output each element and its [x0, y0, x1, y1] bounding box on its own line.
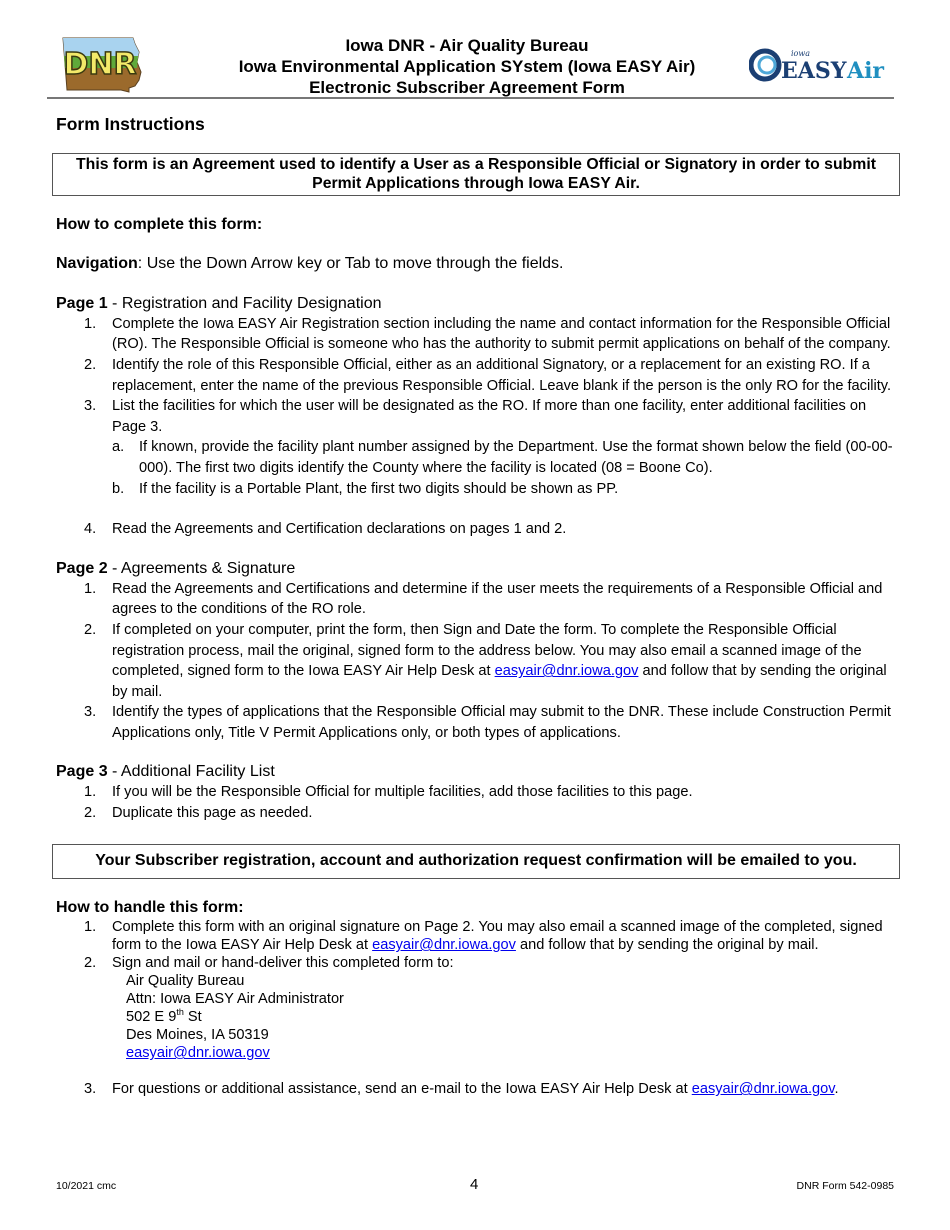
title-line-1: Iowa DNR - Air Quality Bureau — [345, 36, 589, 55]
page2-heading — [56, 559, 898, 579]
page2-label: Page 2 — [56, 559, 108, 577]
how-to-complete-heading: How to complete this form: — [56, 215, 263, 233]
how-to-handle-heading: How to handle this form: — [56, 899, 244, 917]
list-item: 3. List the facilities for which the user will be designated as the RO. If more than one facility, enter additional facilities on Page 3. a. If known, provide the facility plant number assigned by the Department. Use the format shown below the field (00-00-000). The first two digits identify the County where the facility is located (08 = Boone Co). b. If the facility is a Portable Plant, the first two digits should be shown as PP. — [56, 396, 898, 499]
address-line: Des Moines, IA 50319 — [126, 1027, 269, 1044]
list-item: 4. Read the Agreements and Certification declarations on pages 1 and 2. — [84, 521, 567, 538]
mailing-address — [112, 972, 898, 1062]
dnr-logo-icon — [55, 34, 143, 94]
list-item: 1. Complete this form with an original signature on Page 2. You may also email a scanned image of the completed, signed form to the Iowa EASY Air Help Desk at easyair@dnr.iowa.gov and follow that by sending the original by mail. — [84, 919, 883, 954]
helpdesk-email-link[interactable]: easyair@dnr.iowa.gov — [372, 937, 516, 954]
title-line-3: Electronic Subscriber Agreement Form — [309, 78, 625, 97]
svg-text:DNR: DNR — [63, 47, 137, 82]
navigation-instruction — [56, 254, 898, 275]
navigation-label: Navigation — [56, 255, 138, 273]
svg-text:Air: Air — [847, 58, 885, 82]
page1-heading — [56, 294, 898, 314]
page1-title: - Registration and Facility Designation — [107, 294, 382, 312]
confirmation-notice-box: Your Subscriber registration, account and authorization request confirmation will be emailed to you. — [52, 844, 900, 880]
document-title — [167, 35, 767, 98]
sub-list-item: a. If known, provide the facility plant number assigned by the Department. Use the format shown below the field (00-00-000). The first two digits identify the County where the facility is located (08 = Boone Co). — [112, 439, 893, 476]
title-line-2: Iowa Environmental Application SYstem (Iowa EASY Air) — [238, 57, 696, 76]
page1-label: Page 1 — [56, 294, 108, 312]
address-email-link[interactable]: easyair@dnr.iowa.gov — [126, 1045, 270, 1062]
form-instructions-heading: Form Instructions — [56, 114, 205, 134]
svg-text:EASY: EASY — [781, 58, 847, 82]
list-item: 2. Duplicate this page as needed. — [84, 805, 313, 822]
address-line: Air Quality Bureau — [126, 973, 245, 990]
svg-text:iowa: iowa — [791, 49, 810, 58]
list-item: 1. Complete the Iowa EASY Air Registration section including the name and contact information for the Responsible Official (RO). The Responsible Official is someone who has the authority to submit permit applications on behalf of the company. — [84, 315, 891, 353]
page3-label: Page 3 — [56, 763, 108, 781]
list-item: 2. If completed on your computer, print the form, then Sign and Date the form. To complete the Responsible Official registration process, mail the original, signed form to the address below. You may also email a scanned image of the completed, signed form to the Iowa EASY Air Help Desk at easyair@dnr.iowa.gov and follow that by sending the original by mail. — [84, 621, 887, 700]
iowa-easy-air-logo-icon — [749, 46, 891, 82]
handle-list — [56, 918, 898, 1098]
header-divider — [47, 97, 894, 99]
spacer — [56, 1062, 898, 1080]
list-item: 1. If you will be the Responsible Official for multiple facilities, add those facilities to this page. — [84, 784, 693, 801]
address-line: 502 E 9th St — [126, 1007, 202, 1026]
spacer — [56, 499, 898, 519]
list-item: 2. Identify the role of this Responsible Official, either as an additional Signatory, or a replacement for an existing RO. If a replacement, enter the name of the previous Responsible Official. Leave blank if the person is the only RO for the facility. — [84, 356, 892, 394]
navigation-text: : Use the Down Arrow key or Tab to move through the fields. — [137, 255, 564, 273]
form-instructions — [56, 114, 898, 1098]
intro-notice-box: This form is an Agreement used to identify a User as a Responsible Official or Signatory in order to submit Permit Applications through Iowa EASY Air. — [52, 153, 900, 196]
document-header — [47, 30, 894, 98]
helpdesk-email-link[interactable]: easyair@dnr.iowa.gov — [494, 663, 639, 680]
page2-title: - Agreements & Signature — [107, 559, 296, 577]
list-item: 2. Sign and mail or hand-deliver this completed form to: Air Quality Bureau Attn: Iowa EASY Air Administrator 502 E 9th St Des Moines, IA 50319 easyair@dnr.iowa.gov — [56, 954, 898, 1062]
sub-list-item: b. If the facility is a Portable Plant, the first two digits should be shown as PP. — [112, 480, 619, 497]
list-item: 1. Read the Agreements and Certifications and determine if the user meets the requirements of a Responsible Official and agrees to the conditions of the RO role. — [84, 580, 883, 618]
address-line: Attn: Iowa EASY Air Administrator — [126, 991, 344, 1008]
footer-page-number: 4 — [470, 1176, 479, 1193]
footer-form-number: DNR Form 542-0985 — [796, 1180, 894, 1192]
helpdesk-email-link[interactable]: easyair@dnr.iowa.gov — [691, 1081, 835, 1098]
page2-list — [56, 579, 898, 744]
page3-list — [56, 782, 898, 823]
list-item: 3. For questions or additional assistance, send an e-mail to the Iowa EASY Air Help Desk at easyair@dnr.iowa.gov. — [84, 1081, 839, 1098]
page3-title: - Additional Facility List — [107, 763, 275, 781]
page1-sublist — [112, 437, 898, 499]
page3-heading — [56, 762, 898, 782]
page1-list — [56, 314, 898, 540]
list-item: 3. Identify the types of applications that the Responsible Official may submit to the DNR. These include Construction Permit Applications only, Title V Permit Applications only, or both types of applications. — [84, 704, 891, 741]
footer-revision: 10/2021 cmc — [56, 1180, 117, 1192]
